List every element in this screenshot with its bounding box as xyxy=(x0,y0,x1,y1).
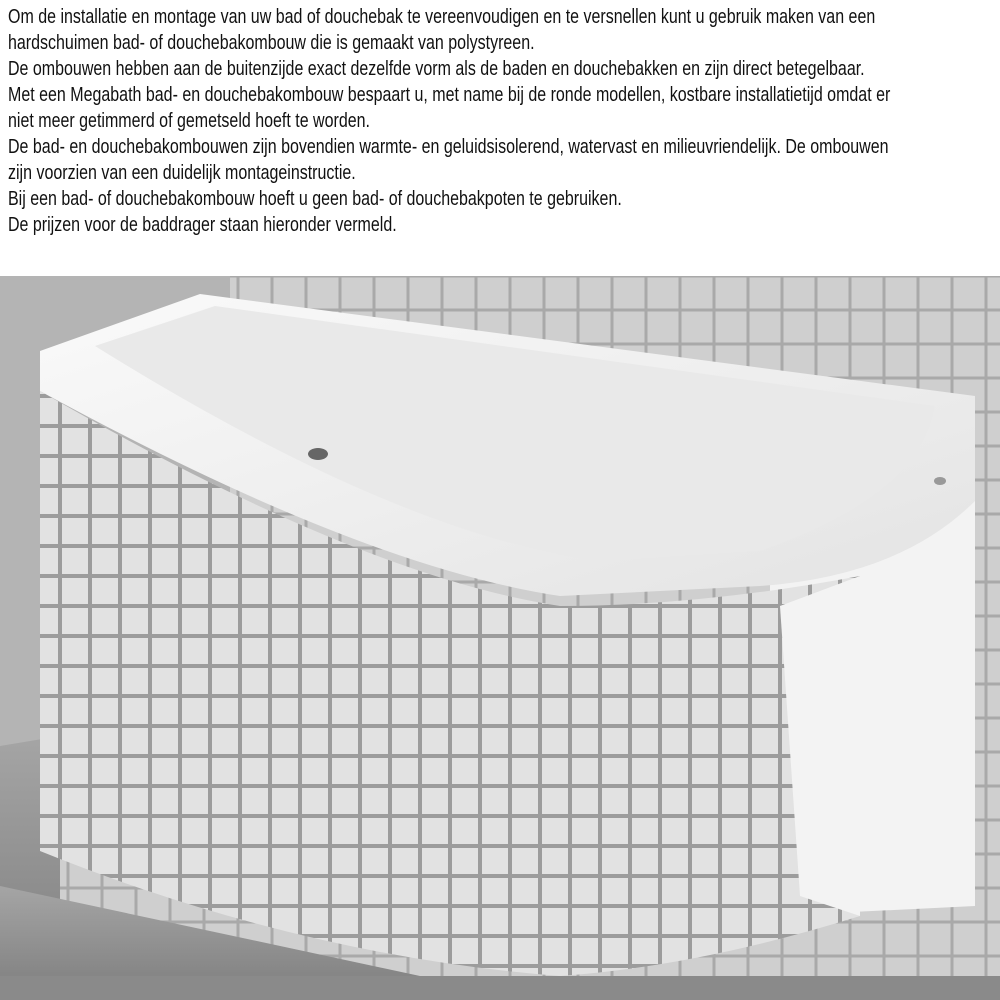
description-line: niet meer getimmerd of gemetseld hoeft te worden. xyxy=(8,110,370,132)
description-line: De prijzen voor de baddrager staan hieronder vermeld. xyxy=(8,214,397,236)
description-line: De ombouwen hebben aan de buitenzijde exact dezelfde vorm als de baden en douchebakken en zijn direct betegelbaar. xyxy=(8,58,865,80)
description-line: Met een Megabath bad- en douchebakombouw bespaart u, met name bij de ronde modellen, kostbare installatietijd omdat er xyxy=(8,84,891,106)
floor xyxy=(0,976,1000,1000)
drain xyxy=(308,448,328,460)
description-line: hardschuimen bad- of douchebakombouw die is gemaakt van polystyreen. xyxy=(8,32,535,54)
description-text xyxy=(8,4,1000,238)
bathtub-photo xyxy=(0,276,1000,1000)
description-line: Bij een bad- of douchebakombouw hoeft u geen bad- of douchebakpoten te gebruiken. xyxy=(8,188,622,210)
overflow xyxy=(934,477,946,485)
description-line: De bad- en douchebakombouwen zijn bovendien warmte- en geluidsisolerend, watervast en milieuvriendelijk. De ombouwen xyxy=(8,136,889,158)
description-line: zijn voorzien van een duidelijk montageinstructie. xyxy=(8,162,356,184)
description-line: Om de installatie en montage van uw bad of douchebak te vereenvoudigen en te versnellen kunt u gebruik maken van een xyxy=(8,6,876,28)
